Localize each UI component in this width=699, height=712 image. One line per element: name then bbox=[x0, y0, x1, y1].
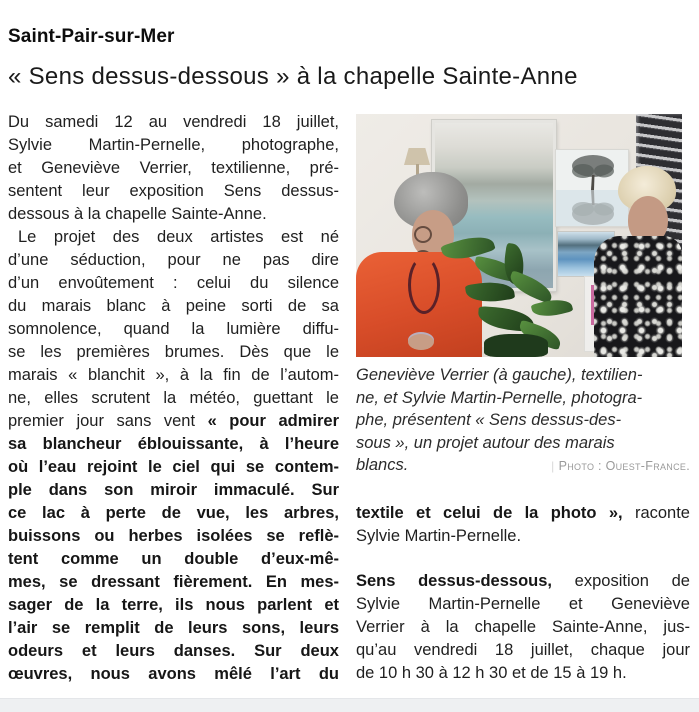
person-right-floral-top bbox=[594, 236, 682, 357]
text-line bbox=[356, 593, 690, 616]
plant-base bbox=[484, 334, 548, 357]
bold-text: sager de la terre, ils nous parlent et bbox=[8, 596, 339, 614]
text-line bbox=[8, 479, 339, 502]
paragraph bbox=[356, 502, 690, 548]
caption-line: Geneviève Verrier (à gauche), textilien- bbox=[356, 366, 643, 384]
right-column-text bbox=[356, 502, 690, 685]
text-line bbox=[8, 295, 339, 318]
bold-text: buissons ou herbes isolées se reflè- bbox=[8, 527, 339, 545]
article-headline: « Sens dessus-dessous » à la chapelle Sainte-Anne bbox=[8, 63, 578, 90]
body-text: Sylvie Martin-Pernelle, photographe, bbox=[8, 136, 339, 154]
text-line bbox=[356, 616, 690, 639]
left-column bbox=[8, 111, 339, 686]
text-line bbox=[8, 548, 339, 571]
bold-text: « pour admirer bbox=[207, 412, 339, 430]
body-text: sentent leur exposition Sens dessus- bbox=[8, 182, 339, 200]
bold-text: ce lac à perte de vue, les arbres, bbox=[8, 504, 339, 522]
text-line bbox=[356, 502, 690, 525]
caption-line: sous », un projet autour des marais bbox=[356, 433, 615, 452]
paragraph bbox=[8, 111, 339, 226]
bold-text: ple dans son miroir immaculé. Sur bbox=[8, 481, 339, 499]
body-text: raconte bbox=[622, 503, 690, 522]
body-text: d’une séduction, pour ne pas dire bbox=[8, 251, 339, 269]
photo-caption bbox=[356, 364, 690, 478]
text-line bbox=[8, 640, 339, 663]
body-text: et Geneviève Verrier, textilienne, pré- bbox=[8, 159, 339, 177]
text-line bbox=[8, 134, 339, 157]
text-line bbox=[8, 663, 339, 686]
text-line bbox=[8, 525, 339, 548]
bold-text: mes, se dressant fièrement. En mes- bbox=[8, 573, 339, 591]
body-text: du marais blanc à peine sorti de sa bbox=[8, 297, 339, 315]
text-line bbox=[8, 180, 339, 203]
bold-text: l’air se remplit de leurs sons, leurs bbox=[8, 619, 339, 637]
body-text: ne, elles scrutent la météo, guettant le bbox=[8, 389, 339, 407]
floor-lamp-shade bbox=[404, 148, 430, 165]
text-line bbox=[8, 571, 339, 594]
text-line bbox=[8, 226, 339, 249]
text-line bbox=[8, 203, 339, 226]
text-line bbox=[356, 639, 690, 662]
bold-text: tent comme un double d’eux-mê- bbox=[8, 550, 339, 568]
body-text: marais « blanchit », à la fin de l’autom- bbox=[8, 366, 339, 384]
text-line bbox=[8, 249, 339, 272]
next-section-edge bbox=[0, 698, 699, 712]
potted-plant bbox=[448, 230, 584, 357]
caption-text: blancs. bbox=[356, 456, 409, 474]
text-line bbox=[8, 456, 339, 479]
body-text: premier jour sans vent bbox=[8, 412, 208, 430]
bold-text: où l’eau rejoint le ciel qui se contem- bbox=[8, 458, 339, 476]
body-text: Du samedi 12 au vendredi 18 juillet, bbox=[8, 113, 339, 131]
artist-sylvie bbox=[592, 166, 682, 357]
plant-leaf bbox=[506, 270, 555, 304]
text-line bbox=[8, 272, 339, 295]
body-text: dessous à la chapelle Sainte-Anne. bbox=[8, 205, 267, 223]
body-text: de 10 h 30 à 12 h 30 et de 15 à 19 h. bbox=[356, 663, 627, 682]
article-photo bbox=[356, 114, 682, 357]
article-kicker: Saint-Pair-sur-Mer bbox=[8, 26, 175, 47]
bold-text: odeurs et leurs danses. Sur deux bbox=[8, 642, 339, 660]
body-text: Verrier à la chapelle Sainte-Anne, jus- bbox=[356, 617, 690, 636]
person-left-hands bbox=[408, 334, 434, 350]
text-line bbox=[8, 364, 339, 387]
bold-text: sa blancheur éblouissante, à l’heure bbox=[8, 435, 339, 453]
credit-text: Photo : Ouest-France. bbox=[558, 459, 690, 473]
person-left-necklace bbox=[408, 256, 440, 314]
plant-leaf bbox=[465, 279, 515, 305]
caption-line: ne, et Sylvie Martin-Pernelle, photogra- bbox=[356, 388, 643, 407]
credit-divider: | bbox=[551, 459, 555, 473]
text-line bbox=[8, 157, 339, 180]
body-text: somnolence, quand la lumière diffu- bbox=[8, 320, 339, 338]
right-column bbox=[356, 114, 690, 685]
text-line bbox=[8, 341, 339, 364]
bold-text: textile et celui de la photo », bbox=[356, 503, 623, 522]
caption-line: phe, présentent « Sens dessus-des- bbox=[356, 411, 622, 429]
text-line bbox=[8, 387, 339, 410]
body-text: Sylvie Martin-Pernelle. bbox=[356, 526, 522, 545]
text-line bbox=[8, 433, 339, 456]
text-line bbox=[356, 570, 690, 593]
text-line bbox=[8, 318, 339, 341]
paragraph bbox=[8, 226, 339, 686]
body-text: d’un envoûtement : celui du silence bbox=[8, 274, 339, 292]
body-text: exposition de bbox=[552, 571, 690, 590]
text-line bbox=[356, 525, 690, 548]
bold-text: Sens dessus-dessous, bbox=[356, 571, 552, 590]
text-line bbox=[8, 111, 339, 134]
text-line bbox=[8, 594, 339, 617]
body-text: Sylvie Martin-Pernelle et Geneviève bbox=[356, 594, 690, 613]
caption-line bbox=[356, 454, 690, 478]
body-text: se les premières brumes. Dès que le bbox=[8, 343, 339, 361]
text-line bbox=[356, 662, 690, 685]
body-text: qu’au vendredi 18 juillet, chaque jour bbox=[356, 640, 690, 659]
text-line bbox=[8, 617, 339, 640]
body-text: Le projet des deux artistes est né bbox=[18, 228, 339, 246]
paragraph bbox=[356, 570, 690, 685]
text-line bbox=[8, 502, 339, 525]
text-line bbox=[8, 410, 339, 433]
bold-text: œuvres, nous avons mêlé l’art du bbox=[8, 665, 339, 683]
photo-credit bbox=[551, 455, 690, 478]
